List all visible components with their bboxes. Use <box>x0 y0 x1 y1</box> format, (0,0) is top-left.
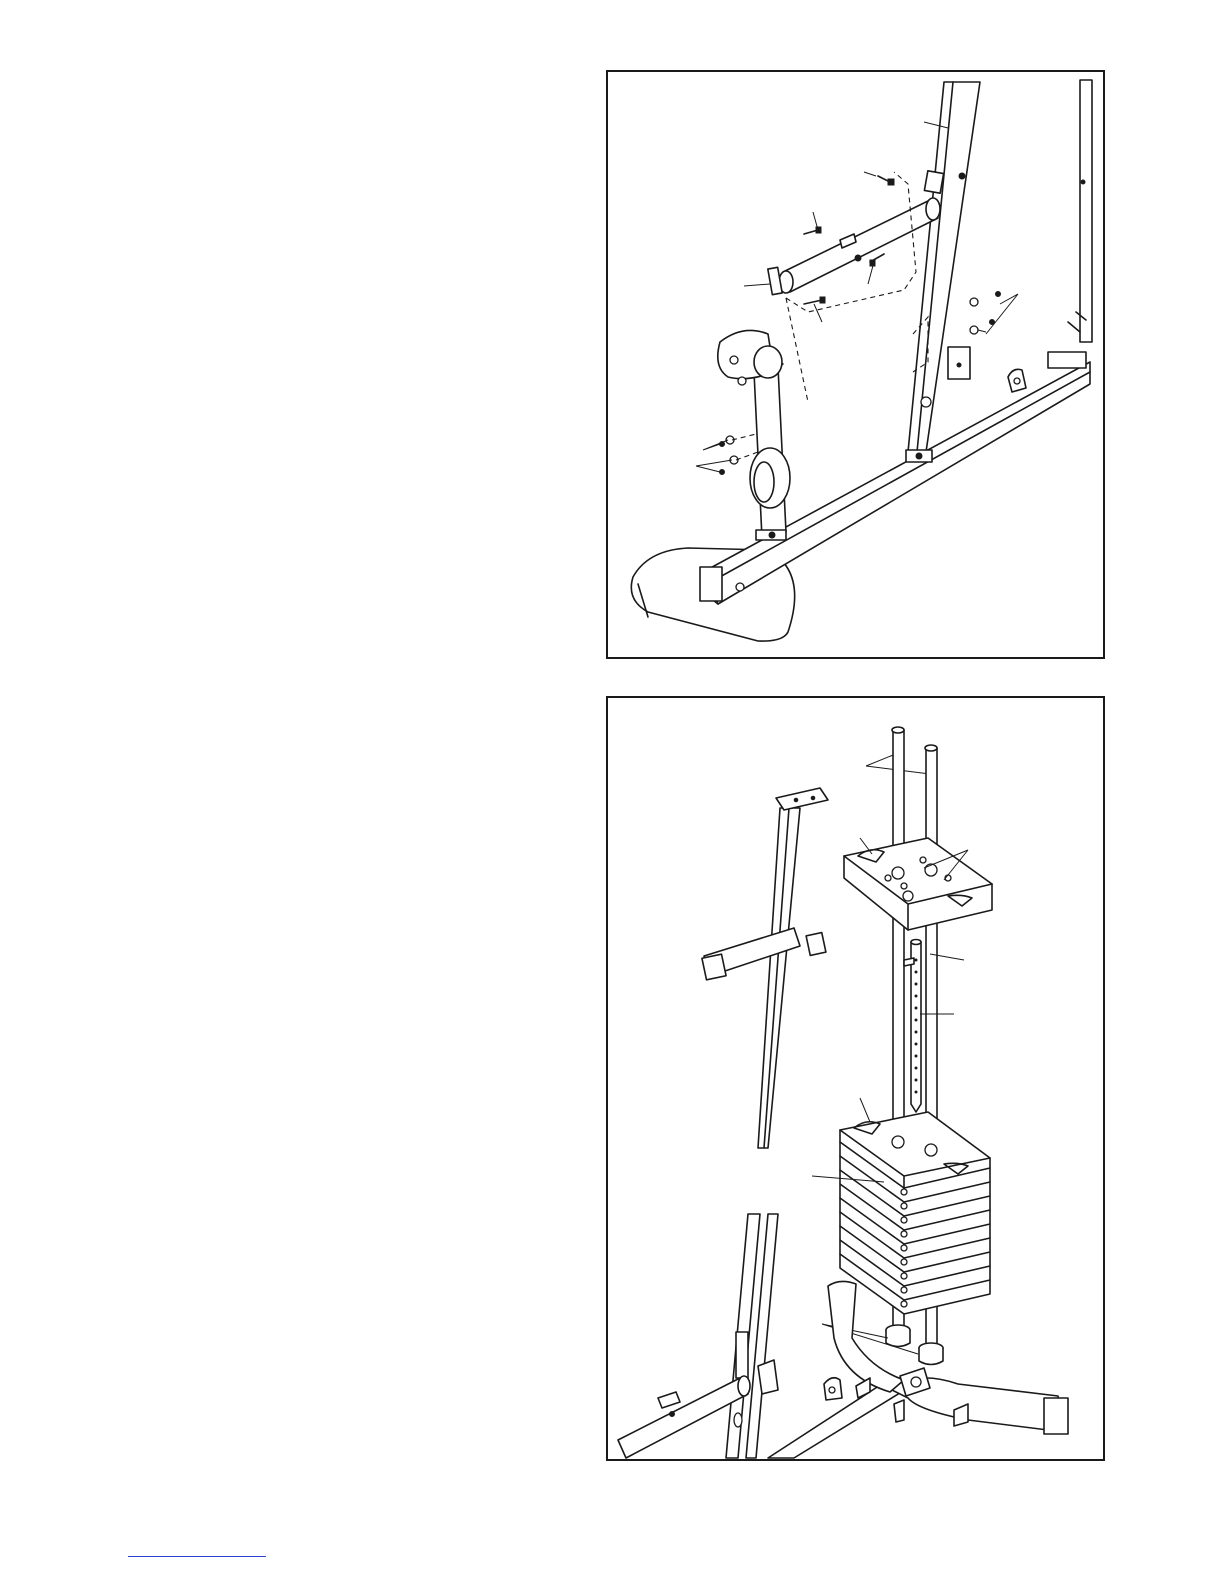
weight-plate-pin-hole <box>901 1189 907 1195</box>
rear-crossbar <box>1048 352 1086 368</box>
weight-stack-drawing <box>608 698 1103 1459</box>
upright-top-plate <box>776 788 828 810</box>
lower-crossbar <box>618 1378 748 1458</box>
weight-plate-pin-hole <box>901 1231 907 1237</box>
crossbar-end-plate <box>768 267 782 294</box>
upright-bracket <box>924 171 943 193</box>
base-tube-end-cap <box>700 567 722 601</box>
frame-assembly-drawing <box>608 72 1103 657</box>
weight-plate-pin-hole <box>901 1273 907 1279</box>
assembly-diagram-frame-step <box>606 70 1105 659</box>
weight-plate-pin-hole <box>901 1217 907 1223</box>
weight-plate-pin-hole <box>901 1245 907 1251</box>
right-post <box>1080 80 1092 342</box>
weight-plate-pin-hole <box>901 1259 907 1265</box>
stem-pin <box>904 958 914 966</box>
lower-bracket <box>736 1332 748 1378</box>
footer-rule <box>128 1556 266 1557</box>
assembly-diagram-weight-stack-step <box>606 696 1105 1461</box>
selector-stem <box>911 942 921 1112</box>
base-end-cap <box>1044 1398 1068 1434</box>
weight-plate-pin-hole <box>901 1301 907 1307</box>
left-upright-top <box>758 808 800 1148</box>
main-upright <box>908 82 980 452</box>
weight-plate-pin-hole <box>901 1287 907 1293</box>
crossbar-tube <box>783 200 938 292</box>
weight-plate-pin-hole <box>901 1203 907 1209</box>
